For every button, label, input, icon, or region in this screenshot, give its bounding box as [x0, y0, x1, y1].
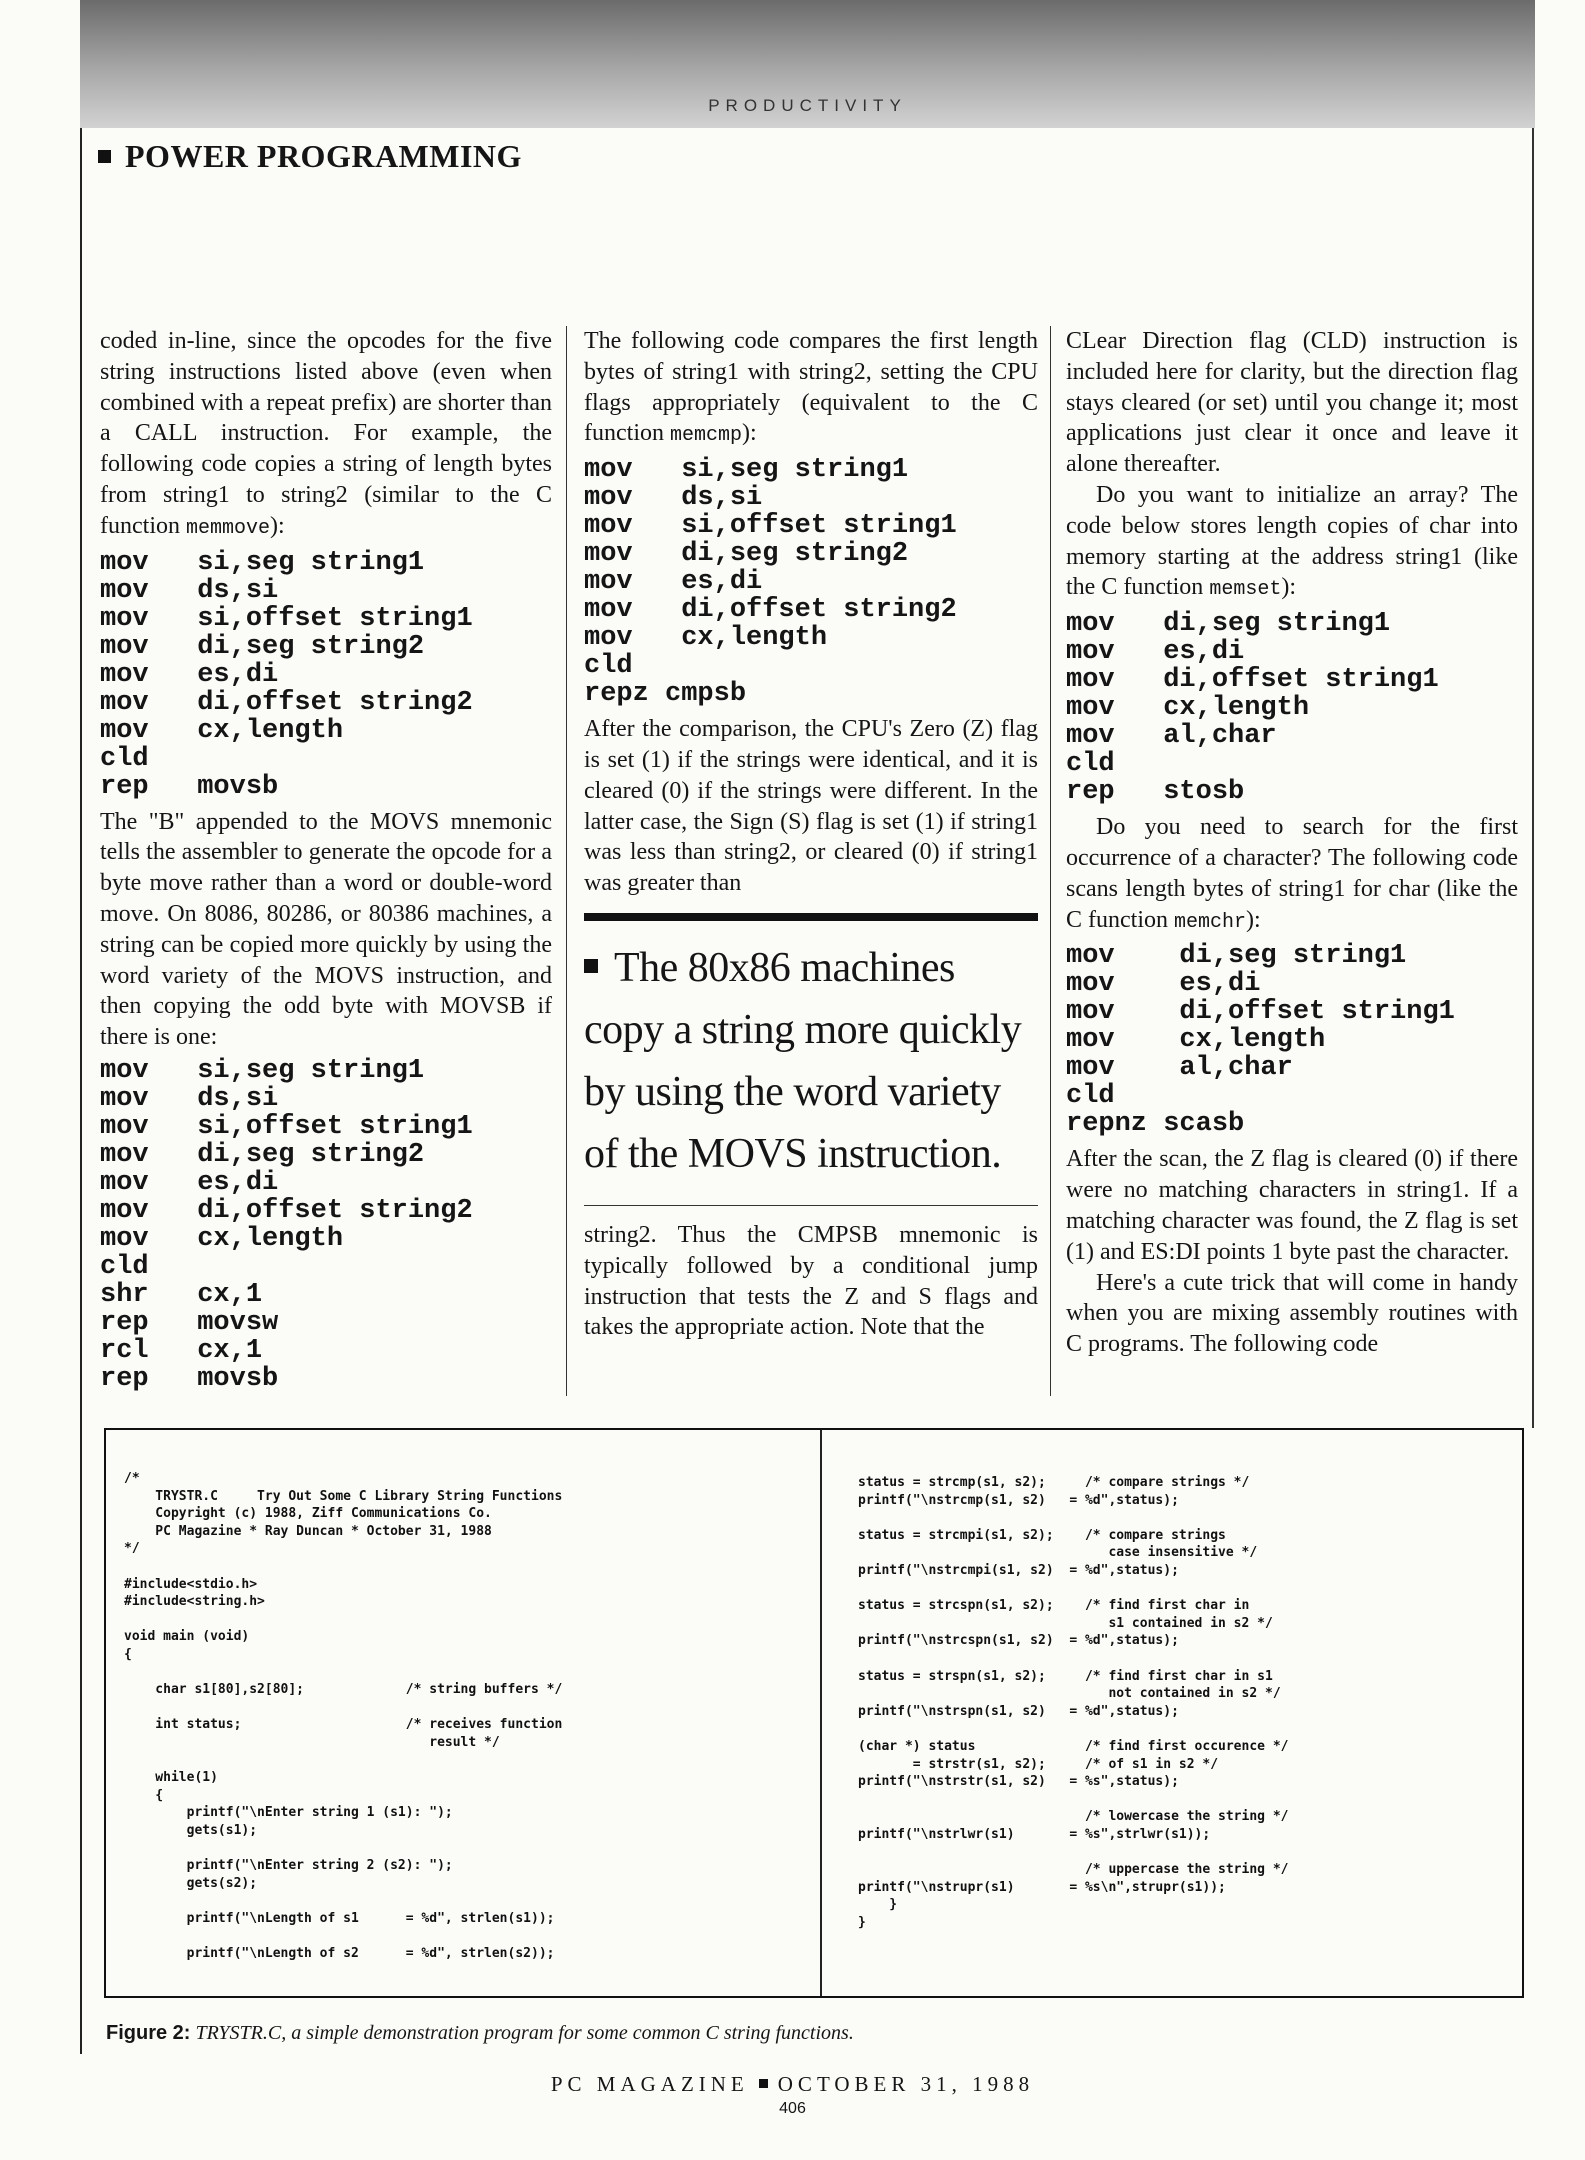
listing-right: status = strcmp(s1, s2); /* compare strings */ printf("\nstrcmp(s1, s2) = %d",status); status = strcmpi(s1, s2); /* compare strings case insensitive */ printf("\nstrcmpi(s1, s2) = %d",status); status = strcspn(s1, s2); /* find first char in s1 contained in s2 */ printf("\nstrcspn(s1, s2) = %d",status); status = strspn(s1, s2); /* find first char in s1 not contained in s2 */ printf("\nstrspn(s1, s2) = %d",status); (char *) status /* find first occurence */ = strstr(s1, s2); /* of s1 in s2 */ printf("\nstrstr(s1, s2) = %s",status); /* lowercase the string */ printf("\nstrlwr(s1) = %s",strlwr(s1)); /* uppercase the string */ printf("\nstrupr(s1) = %s\n",strupr(s1)); } }: [858, 1475, 1289, 1930]
paragraph: The "B" appended to the MOVS mnemonic tells the assembler to generate the opcode for a byte move rather than a word or double-word move. On 8086, 80286, or 80386 machines, a string can be copied more quickly by using the word variety of the MOVS instruction, and then copying the odd byte with MOVSB if there is one:: [100, 808, 552, 1051]
code-block: mov si,seg string1 mov ds,si mov si,offset string1 mov di,seg string2 mov es,di mov di,offset string2 mov cx,length cld shr cx,1 rep movsw rcl cx,1 rep movsb: [100, 1055, 473, 1394]
paragraph: Here's a cute trick that will come in handy when you are mixing assembly routines with C programs. The following code: [1066, 1269, 1518, 1358]
figure-divider: [820, 1430, 822, 1996]
article-column-3: [1066, 326, 1518, 1360]
section-category-label: PRODUCTIVITY: [708, 96, 907, 115]
function-name: memchr: [1174, 910, 1247, 934]
figure-listing-box: [104, 1428, 1524, 1998]
paragraph-text: ):: [742, 420, 757, 447]
paragraph: [1066, 480, 1518, 606]
caption-text: TRYSTR.C, a simple demonstration program for some common C string functions.: [195, 2022, 854, 2044]
paragraph-text: Do you want to initialize an array? The code below stores length copies of char into memory starting at the address string1 (like the C function: [1066, 481, 1518, 601]
paragraph-text: ):: [1246, 906, 1261, 933]
section-title-text: POWER PROGRAMMING: [125, 138, 522, 174]
header-band: [80, 0, 1535, 128]
paragraph: [1066, 812, 1518, 938]
pull-quote-text: [584, 937, 1038, 1185]
paragraph: string2. Thus the CMPSB mnemonic is typically followed by a conditional jump instruction that tests the Z and S flags and takes the appropriate action. Note that the: [584, 1221, 1038, 1341]
paragraph: [584, 326, 1038, 452]
code-block: mov si,seg string1 mov ds,si mov si,offset string1 mov di,seg string2 mov es,di mov di,offset string2 mov cx,length cld rep movsb: [100, 547, 473, 802]
paragraph-text: ):: [1281, 574, 1296, 601]
caption-label: Figure 2:: [106, 2022, 191, 2044]
bullet-square-icon: [759, 2079, 768, 2088]
bullet-square-icon: [584, 959, 598, 973]
column-divider: [1050, 326, 1051, 1396]
pull-quote-content: The 80x86 machines copy a string more quickly by using the word variety of the MOVS instruction.: [584, 944, 1022, 1177]
article-column-2: [584, 326, 1038, 1343]
code-block: mov si,seg string1 mov ds,si mov si,offset string1 mov di,seg string2 mov es,di mov di,offset string2 mov cx,length cld repz cmpsb: [584, 455, 957, 710]
paragraph-text: The following code compares the first length bytes of string1 with string2, setting the CPU flags appropriately (equivalent to the C function: [584, 328, 1038, 447]
paragraph: CLear Direction flag (CLD) instruction is included here for clarity, but the direction flag stays cleared (or set) until you change it; most applications just clear it once and leave it alone thereafter.: [1066, 328, 1518, 478]
page-number: 406: [779, 2100, 806, 2117]
function-name: memset: [1209, 578, 1282, 602]
code-block: mov di,seg string1 mov es,di mov di,offset string1 mov cx,length mov al,char cld repnz scasb: [1066, 941, 1455, 1140]
paragraph-text: ):: [270, 512, 285, 539]
frame-rule-left: [80, 128, 82, 2054]
code-block: mov di,seg string1 mov es,di mov di,offset string1 mov cx,length mov al,char cld rep stosb: [1066, 609, 1439, 808]
figure-caption: [106, 2022, 854, 2045]
frame-rule-right: [1532, 128, 1534, 1428]
function-name: memmove: [185, 516, 270, 540]
paragraph: [100, 326, 552, 545]
paragraph: After the scan, the Z flag is cleared (0) if there were no matching characters in string1. If a matching character was found, the Z flag is set (1) and ES:DI points 1 byte past the character.: [1066, 1146, 1518, 1265]
section-title: [98, 138, 522, 175]
function-name: memcmp: [669, 424, 742, 448]
footer-date: OCTOBER 31, 1988: [777, 2072, 1035, 2096]
column-divider: [566, 326, 567, 1396]
paragraph-text: Do you need to search for the first occurrence of a character? The following code scans length bytes of string1 for char (like the C function: [1066, 814, 1518, 933]
bullet-square-icon: [98, 150, 111, 163]
paragraph: After the comparison, the CPU's Zero (Z) flag is set (1) if the strings were identical, and it is cleared (0) if the strings were different. In the latter case, the Sign (S) flag is set (1) if string1 was less than string2, or cleared (0) if string1 was greater than: [584, 716, 1038, 897]
footer-magazine: PC MAGAZINE: [550, 2072, 749, 2096]
article-column-1: [100, 326, 552, 1399]
pull-quote: [584, 913, 1038, 1206]
page-footer: [0, 2072, 1585, 2097]
listing-left: /* TRYSTR.C Try Out Some C Library String Functions Copyright (c) 1988, Ziff Communications Co. PC Magazine * Ray Duncan * October 31, 1988 */ #include<stdio.h> #include<string.h> void main (void) { char s1[80],s2[80]; /* string buffers */ int status; /* receives function result */ while(1) { printf("\nEnter string 1 (s1): "); gets(s1); printf("\nEnter string 2 (s2): "); gets(s2); printf("\nLength of s1 = %d", strlen(s1)); printf("\nLength of s2 = %d", strlen(s2));: [124, 1471, 563, 1962]
paragraph-text: coded in-line, since the opcodes for the five string instructions listed above (even when combined with a repeat prefix) are shorter than a CALL instruction. For example, the following code copies a string of length bytes from string1 to string2 (similar to the C function: [100, 328, 552, 539]
